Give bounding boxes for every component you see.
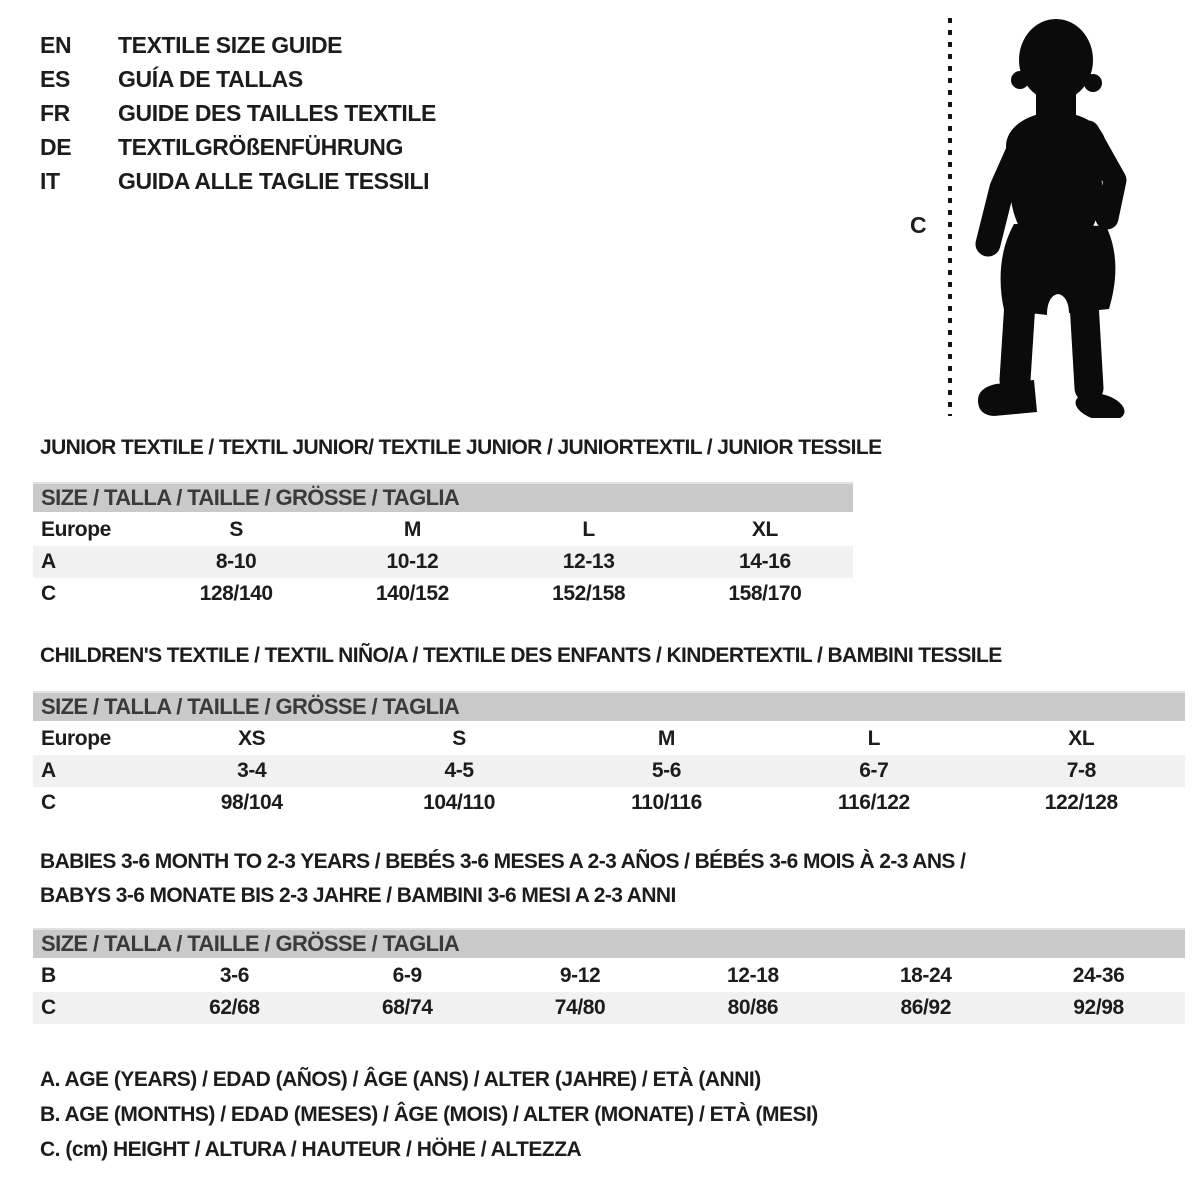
size-cell: 9-12 xyxy=(559,964,601,987)
size-cell: 152/158 xyxy=(552,582,626,605)
row-label: Europe xyxy=(41,727,111,750)
table-row xyxy=(33,787,1185,819)
size-cell: 24-36 xyxy=(1072,964,1125,987)
junior-section-title: JUNIOR TEXTILE / TEXTIL JUNIOR/ TEXTILE JUNIOR / JUNIORTEXTIL / JUNIOR TESSILE xyxy=(40,436,882,459)
size-cell: 80/86 xyxy=(727,996,779,1019)
size-cell: 98/104 xyxy=(220,791,283,814)
size-cell: 158/170 xyxy=(728,582,802,605)
size-cell: S xyxy=(452,727,466,750)
size-cell: 140/152 xyxy=(375,582,449,605)
size-cell: 14-16 xyxy=(739,550,791,573)
children-size-table xyxy=(33,723,1185,819)
table-row xyxy=(33,992,1185,1024)
size-cell: 8-10 xyxy=(215,550,257,573)
size-cell: 62/68 xyxy=(209,996,260,1019)
size-cell: L xyxy=(582,518,595,541)
lang-code: DE xyxy=(40,134,72,160)
lang-row-es xyxy=(40,62,436,96)
babies-title-line1: BABIES 3-6 MONTH TO 2-3 YEARS / BEBÉS 3-6 MESES A 2-3 AÑOS / BÉBÉS 3-6 MOIS À 2-3 ANS / xyxy=(40,850,966,873)
height-measure-label: C xyxy=(910,212,927,238)
children-size-header: SIZE / TALLA / TAILLE / GRÖSSE / TAGLIA xyxy=(33,691,1185,721)
lang-row-en xyxy=(40,28,436,62)
size-cell: S xyxy=(229,518,243,541)
size-cell: 10-12 xyxy=(386,550,439,573)
table-row xyxy=(33,546,853,578)
babies-size-header: SIZE / TALLA / TAILLE / GRÖSSE / TAGLIA xyxy=(33,928,1185,958)
lang-row-it xyxy=(40,164,436,198)
row-label: C xyxy=(41,791,56,814)
size-cell: 18-24 xyxy=(899,964,952,987)
size-cell: 128/140 xyxy=(199,582,273,605)
size-cell: 74/80 xyxy=(554,996,606,1019)
size-cell: 12-18 xyxy=(727,964,779,987)
note-age-months: B. AGE (MONTHS) / EDAD (MESES) / ÂGE (MOIS) / ALTER (MONATE) / ETÀ (MESI) xyxy=(40,1103,818,1126)
babies-title-line2: BABYS 3-6 MONATE BIS 2-3 JAHRE / BAMBINI 3-6 MESI A 2-3 ANNI xyxy=(40,884,676,907)
children-section-title: CHILDREN'S TEXTILE / TEXTIL NIÑO/A / TEXTILE DES ENFANTS / KINDERTEXTIL / BAMBINI TESSILE xyxy=(40,644,1002,667)
babies-section-title xyxy=(40,845,965,913)
guide-title: GUIDE DES TAILLES TEXTILE xyxy=(118,100,436,126)
table-row xyxy=(33,514,853,546)
size-cell: 7-8 xyxy=(1066,759,1096,782)
size-cell: 110/116 xyxy=(631,791,702,814)
row-label: Europe xyxy=(41,518,111,541)
guide-title: GUÍA DE TALLAS xyxy=(118,66,303,92)
guide-title: GUIDA ALLE TAGLIE TESSILI xyxy=(118,168,430,194)
baby-silhouette-icon xyxy=(968,16,1148,418)
note-height-cm: C. (cm) HEIGHT / ALTURA / HAUTEUR / HÖHE / ALTEZZA xyxy=(40,1138,582,1161)
size-cell: M xyxy=(403,518,421,541)
size-cell: 104/110 xyxy=(423,791,496,814)
lang-row-fr xyxy=(40,96,436,130)
size-cell: 5-6 xyxy=(651,759,682,782)
guide-title: TEXTILE SIZE GUIDE xyxy=(118,32,343,58)
lang-code: ES xyxy=(40,66,70,92)
size-cell: 122/128 xyxy=(1044,791,1118,814)
guide-title: TEXTILGRÖßENFÜHRUNG xyxy=(118,134,403,160)
junior-size-table xyxy=(33,514,853,610)
table-row xyxy=(33,755,1185,787)
size-cell: 6-7 xyxy=(859,759,889,782)
table-row xyxy=(33,578,853,610)
lang-code: EN xyxy=(40,32,72,58)
size-cell: 12-13 xyxy=(562,550,615,573)
size-cell: XS xyxy=(238,727,266,750)
language-title-list xyxy=(40,28,436,198)
legend-notes xyxy=(40,1062,818,1167)
row-label: A xyxy=(41,550,56,573)
row-label: C xyxy=(41,996,56,1019)
size-cell: 3-6 xyxy=(219,964,249,987)
table-row xyxy=(33,723,1185,755)
lang-code: FR xyxy=(40,100,70,126)
size-cell: 92/98 xyxy=(1073,996,1124,1019)
note-age-years: A. AGE (YEARS) / EDAD (AÑOS) / ÂGE (ANS) / ALTER (JAHRE) / ETÀ (ANNI) xyxy=(40,1068,761,1091)
size-cell: L xyxy=(867,727,881,750)
junior-size-header: SIZE / TALLA / TAILLE / GRÖSSE / TAGLIA xyxy=(33,482,853,512)
size-cell: 4-5 xyxy=(444,759,474,782)
size-cell: XL xyxy=(751,518,778,541)
size-cell: 86/92 xyxy=(900,996,951,1019)
size-cell: M xyxy=(657,727,676,750)
babies-size-table xyxy=(33,960,1185,1024)
row-label: A xyxy=(41,759,56,782)
height-dashed-line-icon xyxy=(948,18,952,416)
size-cell: 68/74 xyxy=(381,996,433,1019)
lang-row-de xyxy=(40,130,436,164)
size-cell: 116/122 xyxy=(837,791,910,814)
table-row xyxy=(33,960,1185,992)
row-label: C xyxy=(41,582,56,605)
size-cell: 6-9 xyxy=(392,964,422,987)
row-label: B xyxy=(41,964,56,987)
size-cell: 3-4 xyxy=(237,759,267,782)
lang-code: IT xyxy=(40,168,60,194)
size-cell: XL xyxy=(1068,727,1095,750)
